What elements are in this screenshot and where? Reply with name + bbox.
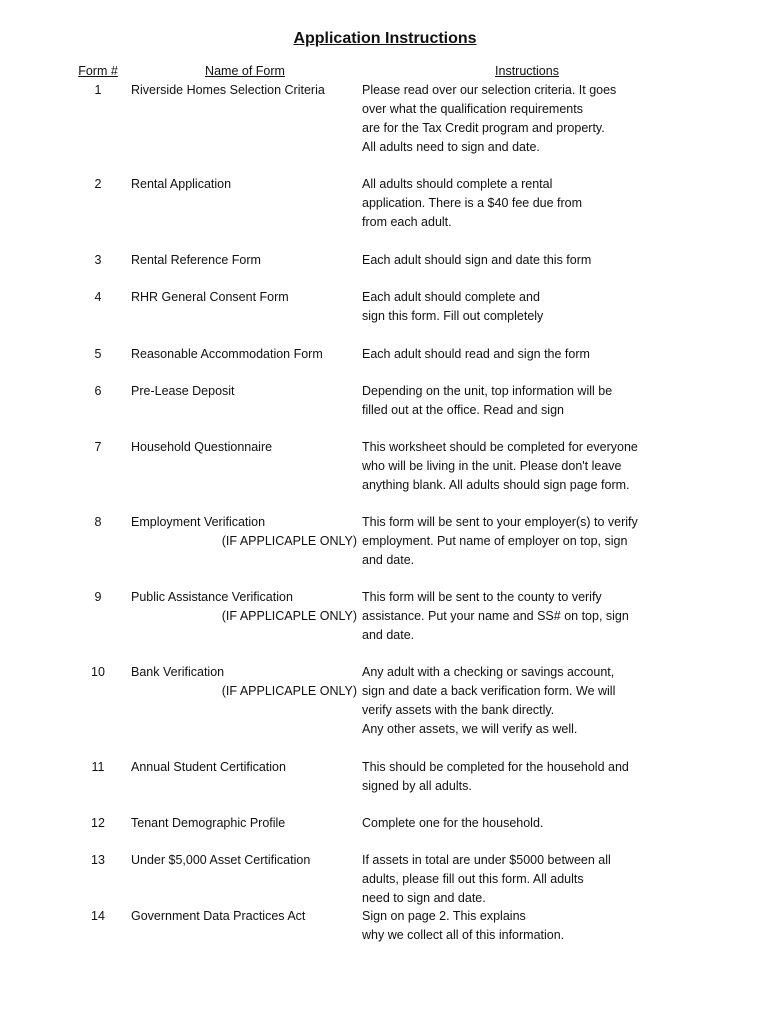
column-header-instructions: Instructions bbox=[495, 64, 559, 78]
form-name-cell bbox=[131, 382, 357, 401]
form-number: 3 bbox=[94, 253, 102, 267]
form-name-cell bbox=[131, 513, 357, 551]
form-name: Annual Student Certification bbox=[131, 760, 286, 774]
form-instructions: Each adult should sign and date this form bbox=[362, 253, 592, 267]
form-instructions: This form will be sent to the county to verify assistance. Put your name and SS# on top, sign and date. bbox=[362, 590, 629, 642]
form-instructions: Each adult should read and sign the form bbox=[362, 347, 590, 361]
form-name-cell bbox=[131, 588, 357, 626]
form-number: 7 bbox=[94, 440, 102, 454]
form-name: Pre-Lease Deposit bbox=[131, 384, 235, 398]
form-name-cell bbox=[131, 251, 357, 270]
form-number: 11 bbox=[91, 760, 105, 774]
form-name: Under $5,000 Asset Certification bbox=[131, 853, 311, 867]
form-name: Reasonable Accommodation Form bbox=[131, 347, 323, 361]
page-title: Application Instructions bbox=[293, 30, 477, 47]
form-number: 13 bbox=[91, 853, 105, 867]
form-instructions: Sign on page 2. This explains why we collect all of this information. bbox=[362, 909, 565, 942]
form-name-cell bbox=[131, 663, 357, 701]
form-instructions: This should be completed for the household and signed by all adults. bbox=[362, 760, 629, 793]
form-name-cell bbox=[131, 907, 357, 926]
form-number: 1 bbox=[94, 83, 102, 97]
form-instructions: This form will be sent to your employer(s) to verify employment. Put name of employer on top, sign and date. bbox=[362, 515, 638, 567]
form-number: 12 bbox=[91, 816, 105, 830]
form-number: 2 bbox=[94, 177, 102, 191]
form-name: Tenant Demographic Profile bbox=[131, 816, 286, 830]
form-instructions: Depending on the unit, top information will be filled out at the office. Read and sign bbox=[362, 384, 613, 417]
form-name-cell bbox=[131, 851, 357, 870]
form-name-cell bbox=[131, 175, 357, 194]
form-name: Government Data Practices Act bbox=[131, 909, 306, 923]
form-name: Rental Application bbox=[131, 177, 232, 191]
applicability-note: (IF APPLICAPLE ONLY) bbox=[221, 534, 357, 548]
form-instructions: Complete one for the household. bbox=[362, 816, 544, 830]
form-number: 5 bbox=[94, 347, 102, 361]
form-name: RHR General Consent Form bbox=[131, 290, 289, 304]
form-name: Riverside Homes Selection Criteria bbox=[131, 83, 325, 97]
form-number: 10 bbox=[91, 665, 105, 679]
form-name: Employment Verification bbox=[131, 515, 266, 529]
form-name-cell bbox=[131, 758, 357, 777]
form-instructions: This worksheet should be completed for everyone who will be living in the unit. Please don't leave anything blank. All adults should sign page form. bbox=[362, 440, 638, 492]
column-header-form-number: Form # bbox=[78, 64, 118, 78]
form-number: 4 bbox=[94, 290, 102, 304]
form-instructions: Each adult should complete and sign this form. Fill out completely bbox=[362, 290, 544, 323]
column-header-name-of-form: Name of Form bbox=[205, 64, 285, 78]
form-number: 6 bbox=[94, 384, 102, 398]
form-number: 9 bbox=[94, 590, 102, 604]
form-name: Bank Verification bbox=[131, 665, 225, 679]
form-name: Rental Reference Form bbox=[131, 253, 261, 267]
form-instructions: Please read over our selection criteria. It goes over what the qualification requirements are for the Tax Credit program and property. All adults need to sign and date. bbox=[362, 83, 617, 154]
form-instructions: All adults should complete a rental application. There is a $40 fee due from from each adult. bbox=[362, 177, 583, 229]
form-name: Household Questionnaire bbox=[131, 440, 273, 454]
form-instructions: If assets in total are under $5000 between all adults, please fill out this form. All adults need to sign and date. bbox=[362, 853, 611, 905]
applicability-note: (IF APPLICAPLE ONLY) bbox=[221, 684, 357, 698]
form-name-cell bbox=[131, 345, 357, 364]
form-number: 14 bbox=[91, 909, 105, 923]
form-name-cell bbox=[131, 288, 357, 307]
form-number: 8 bbox=[94, 515, 102, 529]
form-name: Public Assistance Verification bbox=[131, 590, 293, 604]
form-name-cell bbox=[131, 438, 357, 457]
form-name-cell bbox=[131, 814, 357, 833]
form-instructions: Any adult with a checking or savings account, sign and date a back verification form. We will verify assets with the bank directly. Any other assets, we will verify as well. bbox=[362, 665, 616, 736]
applicability-note: (IF APPLICAPLE ONLY) bbox=[221, 609, 357, 623]
form-name-cell bbox=[131, 81, 357, 100]
